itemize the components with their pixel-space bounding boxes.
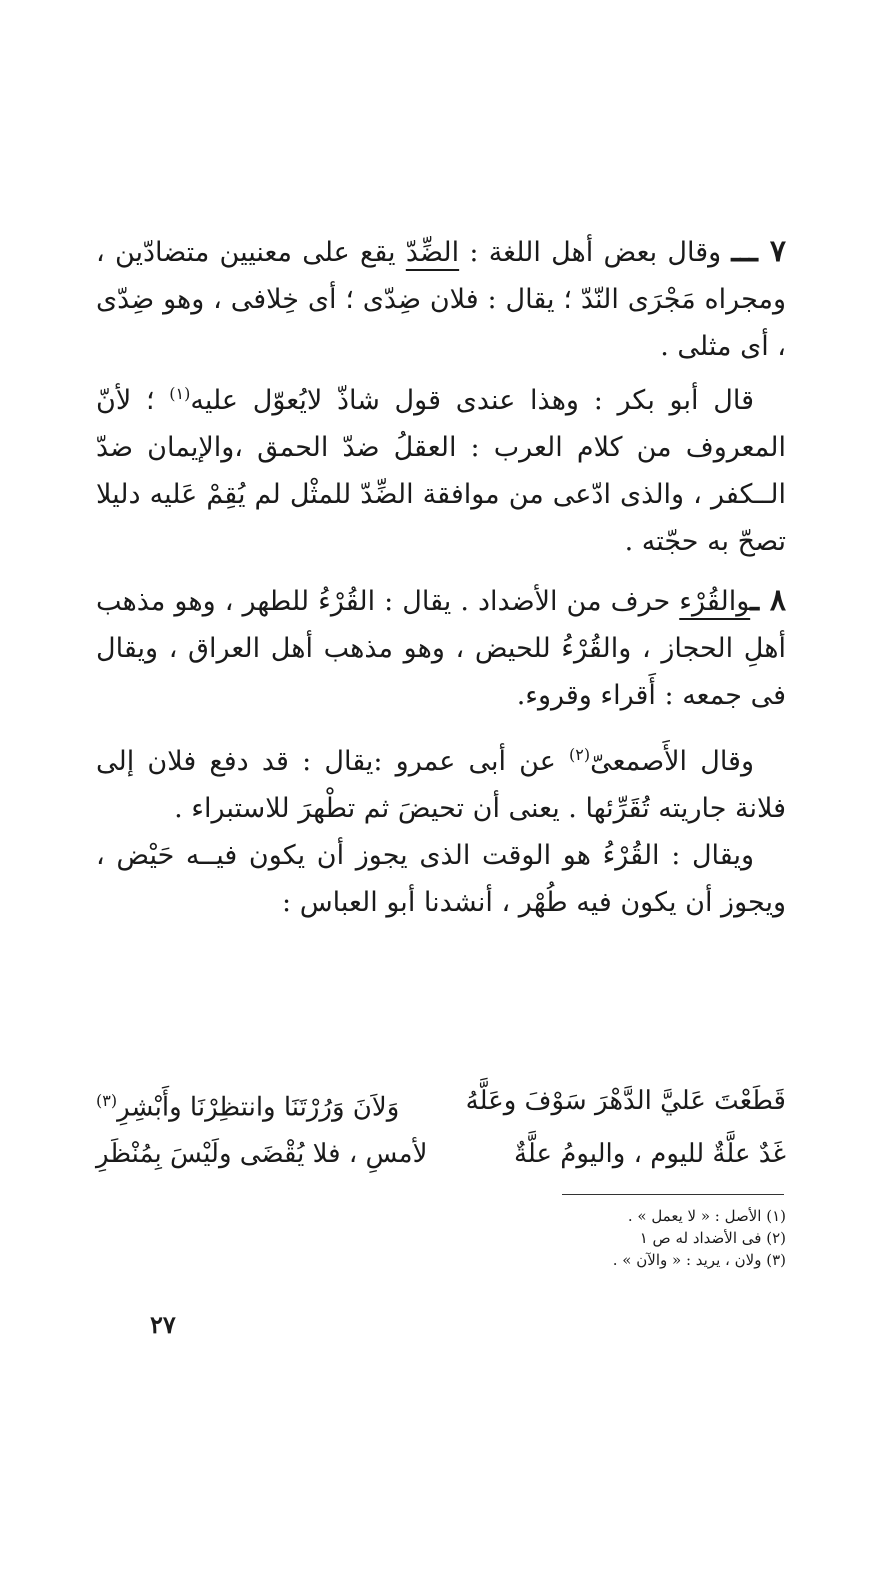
- footnote-divider: [562, 1194, 784, 1195]
- footnote-ref-2[interactable]: (٢): [568, 745, 591, 764]
- section-8-paragraph: [96, 577, 786, 719]
- abu-bakr-text-a: قال أبو بكر : وهذا عندى قول شاذّ لايُعوّل عليه: [190, 385, 754, 416]
- verse-1-first-hemistich: قَطَعْتَ عَليَّ الدَّهْرَ سَوْفَ وعَلَّهُ: [465, 1086, 786, 1116]
- qur-time-paragraph: [96, 832, 786, 926]
- verse-1: [96, 1078, 786, 1131]
- footnote-ref-1[interactable]: (١): [169, 384, 191, 403]
- poetry-block: [96, 1078, 786, 1177]
- verse-2-first-hemistich: غَدٌ علَّةٌ لليوم ، واليومُ علَّةٌ: [513, 1138, 786, 1169]
- verse-2-second-hemistich: لأمسِ ، فلا يُقْضَى ولَيْسَ بِمُنْظَرِ: [96, 1138, 428, 1169]
- footnote-ref-3[interactable]: (٣): [96, 1091, 118, 1110]
- asmai-text-b: عن أبى عمرو :يقال : قد دفع فلان إلى فلانة جاريته تُقَرِّئها . يعنى أن تحيضَ ثم تطْهرَ للاستبراء .: [96, 746, 786, 824]
- footnote-3: (٣) ولان ، يريد : « والآن » .: [612, 1251, 786, 1269]
- section-7-intro: وقال بعض أهل اللغة :: [459, 237, 722, 268]
- section-7-body: يقع على معنيين متضادّين ، ومجراه مَجْرَى النّدّ ؛ يقال : فلان ضِدّى ؛ أى خِلافى ، وهو ضِدّى ، أى مثلى .: [96, 237, 787, 362]
- qur-time-text: ويقال : القُرْءُ هو الوقت الذى يجوز أن يكون فيــه حَيْض ، ويجوز أن يكون فيه طُهْر ، أنشدنا أبو العباس :: [96, 840, 786, 918]
- section-8-term: والقُرْء: [679, 586, 751, 617]
- abu-bakr-paragraph: [96, 370, 786, 565]
- section-8-number: ٨ ـ: [750, 583, 787, 618]
- section-7-paragraph: [96, 228, 786, 370]
- verse-1-second-text: وَلاَنَ وَرُرْتَنَا وانتظِرْنَا وأَبْشِرِ: [117, 1092, 400, 1123]
- section-7-number: ٧ ـــ: [731, 234, 786, 269]
- footnotes: [420, 1205, 786, 1271]
- asmai-text-a: وقال الأَصمعىّ: [590, 746, 754, 777]
- page-number: ٢٧: [150, 1310, 176, 1339]
- section-8-body: حرف من الأضداد . يقال : القُرْءُ للطهر ، وهو مذهب أهلِ الحجاز ، والقُرْءُ للحيض ، وهو مذهب أهل العراق ، ويقال فى جمعه : أَقراء وقروء.: [96, 586, 786, 711]
- verse-2: [96, 1131, 786, 1177]
- section-7-term: الضِّدّ: [405, 237, 460, 268]
- footnote-2: (٢) فى الأضداد له ص ١: [639, 1229, 786, 1247]
- asmai-paragraph: [96, 731, 786, 832]
- main-text: [96, 228, 786, 926]
- footnote-1: (١) الأصل : « لا يعمل » .: [627, 1207, 786, 1225]
- verse-1-second-hemistich: [96, 1078, 399, 1131]
- abu-bakr-text-b: ؛ لأنّ المعروف من كلام العرب : العقلُ ضدّ الحمق ،والإيمان ضدّ الــكفر ، والذى ادّعى من موافقة الضِّدّ للمثْل لم يُقِمْ عَليه دليلا تصحّ به حجّته .: [96, 385, 786, 557]
